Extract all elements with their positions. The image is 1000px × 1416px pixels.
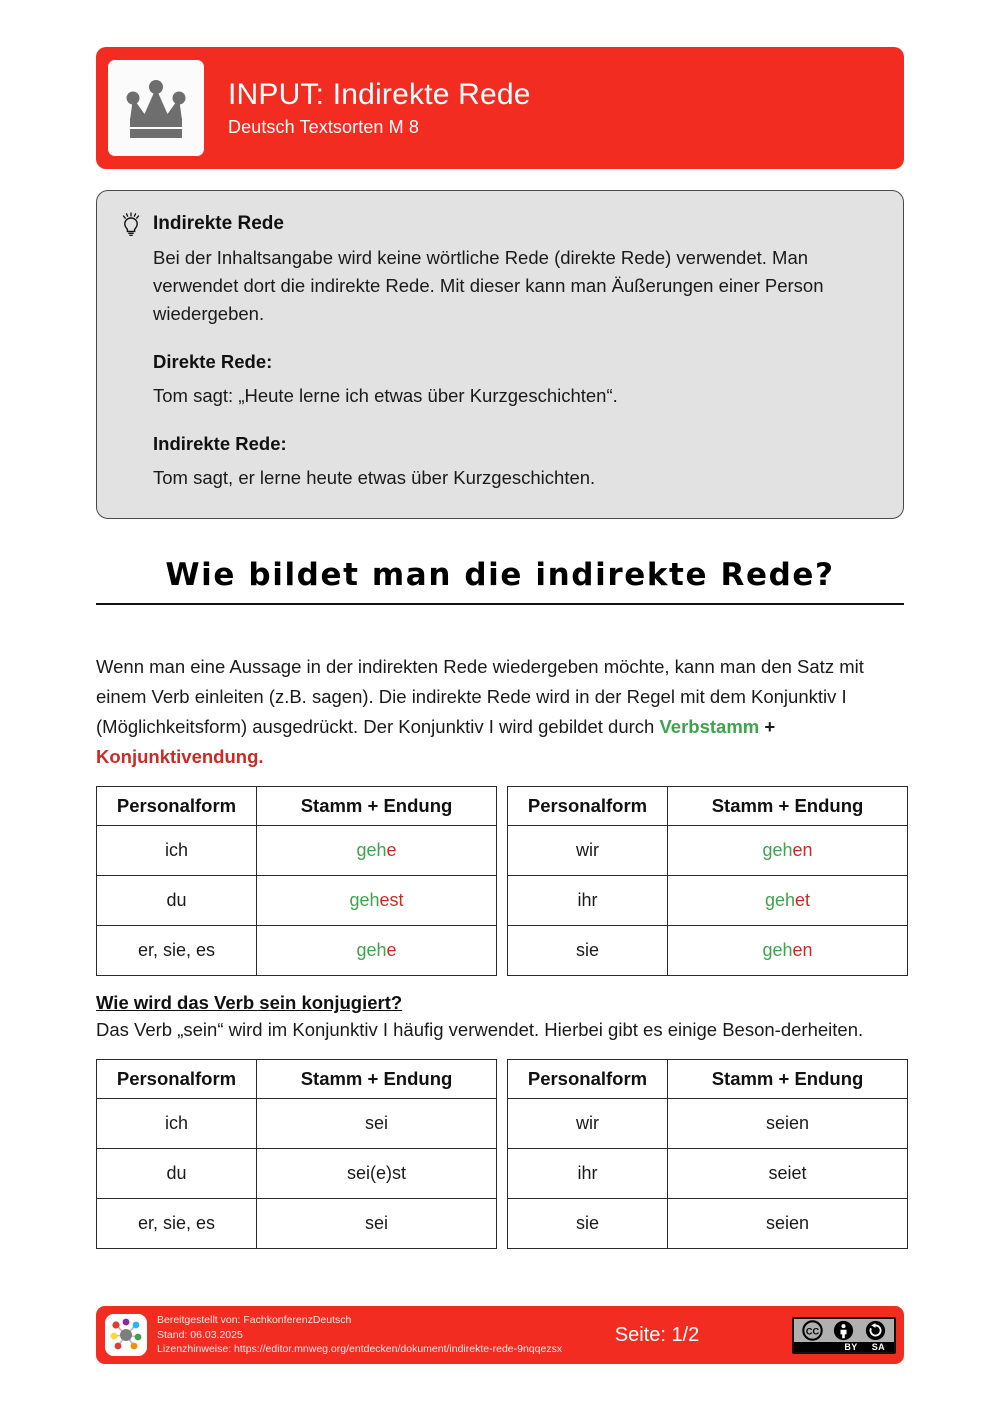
cell-person: ihr	[508, 1148, 668, 1198]
cell-form: seien	[668, 1098, 908, 1148]
cell-form: seien	[668, 1198, 908, 1248]
keyword-konjunktivendung: Konjunktivendung.	[96, 745, 264, 767]
section-heading-block	[96, 557, 904, 605]
indirect-speech-example: Tom sagt, er lerne heute etwas über Kurzgeschichten.	[153, 466, 596, 488]
table-row	[97, 875, 497, 925]
footer-license-link[interactable]: Lizenzhinweise: https://editor.mnweg.org/entdecken/dokument/indirekte-rede-9nqqezsx	[157, 1343, 563, 1356]
document-footer	[96, 1306, 904, 1364]
cell-form	[257, 825, 497, 875]
cell-person: du	[97, 875, 257, 925]
col-personalform: Personalform	[97, 786, 257, 825]
crown-logo	[108, 60, 204, 156]
page-title: INPUT: Indirekte Rede	[228, 77, 531, 111]
table-row	[97, 925, 497, 975]
conjugation-tables-sein	[96, 1059, 908, 1249]
info-box-header	[119, 213, 877, 238]
table-row	[508, 925, 908, 975]
document-header	[96, 47, 904, 169]
cell-form: sei	[257, 1098, 497, 1148]
lightbulb-icon	[119, 212, 143, 238]
conjugation-tables-gehen	[96, 786, 908, 976]
section-heading: Wie bildet man die indirekte Rede?	[165, 557, 835, 593]
spacer	[153, 410, 877, 430]
verb-ending: e	[386, 839, 397, 860]
table-row	[508, 1148, 908, 1198]
direct-speech-label: Direkte Rede:	[153, 351, 273, 373]
table-sein-plural	[507, 1059, 908, 1249]
verb-ending: et	[795, 889, 811, 910]
info-box-body	[153, 244, 877, 492]
verb-stem: geh	[356, 839, 387, 860]
page-subtitle: Deutsch Textsorten M 8	[228, 117, 419, 138]
cell-form	[257, 875, 497, 925]
cell-person: du	[97, 1148, 257, 1198]
table-row	[97, 1198, 497, 1248]
verb-stem: geh	[349, 889, 380, 910]
table-row	[508, 1198, 908, 1248]
cc-badge-labels	[794, 1342, 894, 1352]
main-content	[96, 652, 908, 1249]
mnweg-network-icon	[105, 1314, 147, 1356]
table-row	[508, 875, 908, 925]
col-stamm-endung: Stamm + Endung	[668, 1059, 908, 1098]
sein-paragraph: Das Verb „sein“ wird im Konjunktiv I häufig verwendet. Hierbei gibt es einige Beson-derheiten.	[96, 1018, 864, 1040]
cc-badge-icons	[794, 1319, 894, 1342]
direct-speech-example: Tom sagt: „Heute lerne ich etwas über Kurzgeschichten“.	[153, 385, 618, 407]
table-row	[97, 1098, 497, 1148]
cell-person: ich	[97, 825, 257, 875]
crown-icon	[121, 73, 191, 143]
table-sein-singular	[96, 1059, 497, 1249]
cell-person: wir	[508, 825, 668, 875]
cc-license-badge[interactable]	[792, 1317, 896, 1354]
cell-form	[668, 925, 908, 975]
cell-form: seiet	[668, 1148, 908, 1198]
cell-person: wir	[508, 1098, 668, 1148]
cell-person: sie	[508, 1198, 668, 1248]
col-stamm-endung: Stamm + Endung	[668, 786, 908, 825]
cell-person: er, sie, es	[97, 1198, 257, 1248]
cell-person: ihr	[508, 875, 668, 925]
footer-provided-by: Bereitgestellt von: FachkonferenzDeutsch	[157, 1313, 352, 1326]
sein-section	[96, 976, 908, 1045]
spacer	[153, 328, 877, 348]
cc-sa-label: SA	[871, 1341, 885, 1352]
verb-ending: en	[792, 939, 813, 960]
table-header-row	[508, 786, 908, 825]
keyword-plus: +	[759, 715, 776, 737]
verb-stem: geh	[356, 939, 387, 960]
verb-stem: geh	[764, 889, 796, 910]
cell-form	[257, 925, 497, 975]
sein-heading: Wie wird das Verb sein konjugiert?	[96, 991, 403, 1013]
verb-stem: geh	[762, 939, 793, 960]
table-header-row	[508, 1059, 908, 1098]
table-row	[97, 825, 497, 875]
col-stamm-endung: Stamm + Endung	[257, 1059, 497, 1098]
attribution-person-icon	[833, 1320, 854, 1341]
verb-ending: est	[379, 889, 404, 910]
col-stamm-endung: Stamm + Endung	[257, 786, 497, 825]
verb-ending: en	[792, 839, 813, 860]
table-row	[508, 1098, 908, 1148]
col-personalform: Personalform	[97, 1059, 257, 1098]
table-row	[97, 1148, 497, 1198]
intro-paragraph	[96, 652, 908, 772]
mnweg-logo	[105, 1314, 147, 1356]
verb-stem: geh	[762, 839, 793, 860]
heading-divider	[96, 603, 904, 605]
page-number: Seite: 1/2	[614, 1323, 700, 1346]
cc-by-label: BY	[844, 1341, 858, 1352]
cell-person: ich	[97, 1098, 257, 1148]
footer-date: Stand: 06.03.2025	[157, 1328, 243, 1341]
cell-form: sei	[257, 1198, 497, 1248]
intro-text: Wenn man eine Aussage in der indirekten Rede wiedergeben möchte, kann man den Satz mit einem Verb einleiten (z.B. sagen). Die indirekte Rede wird in der Regel mit dem Konjunktiv I (Möglichkeitsform) ausgedrückt. Der Konjunktiv I wird gebildet durch	[96, 656, 864, 737]
info-box-title: Indirekte Rede	[153, 213, 284, 234]
cell-form	[668, 825, 908, 875]
share-alike-icon	[865, 1320, 886, 1341]
table-gehen-plural	[507, 786, 908, 976]
creative-commons-icon	[802, 1320, 823, 1341]
info-box	[96, 190, 904, 519]
footer-meta	[157, 1313, 562, 1358]
svg-text:CC: CC	[806, 1325, 820, 1336]
table-gehen-singular	[96, 786, 497, 976]
table-header-row	[97, 786, 497, 825]
verb-ending: e	[386, 939, 397, 960]
table-header-row	[97, 1059, 497, 1098]
col-personalform: Personalform	[508, 786, 668, 825]
cell-person: er, sie, es	[97, 925, 257, 975]
cell-form: sei(e)st	[257, 1148, 497, 1198]
header-text-block	[228, 78, 531, 139]
keyword-verbstamm: Verbstamm	[659, 715, 760, 737]
info-box-paragraph: Bei der Inhaltsangabe wird keine wörtliche Rede (direkte Rede) verwendet. Man verwendet dort die indirekte Rede. Mit dieser kann man Äußerungen einer Person wiedergeben.	[153, 247, 824, 325]
cell-form	[668, 875, 908, 925]
table-row	[508, 825, 908, 875]
col-personalform: Personalform	[508, 1059, 668, 1098]
cell-person: sie	[508, 925, 668, 975]
indirect-speech-label: Indirekte Rede:	[153, 433, 287, 455]
